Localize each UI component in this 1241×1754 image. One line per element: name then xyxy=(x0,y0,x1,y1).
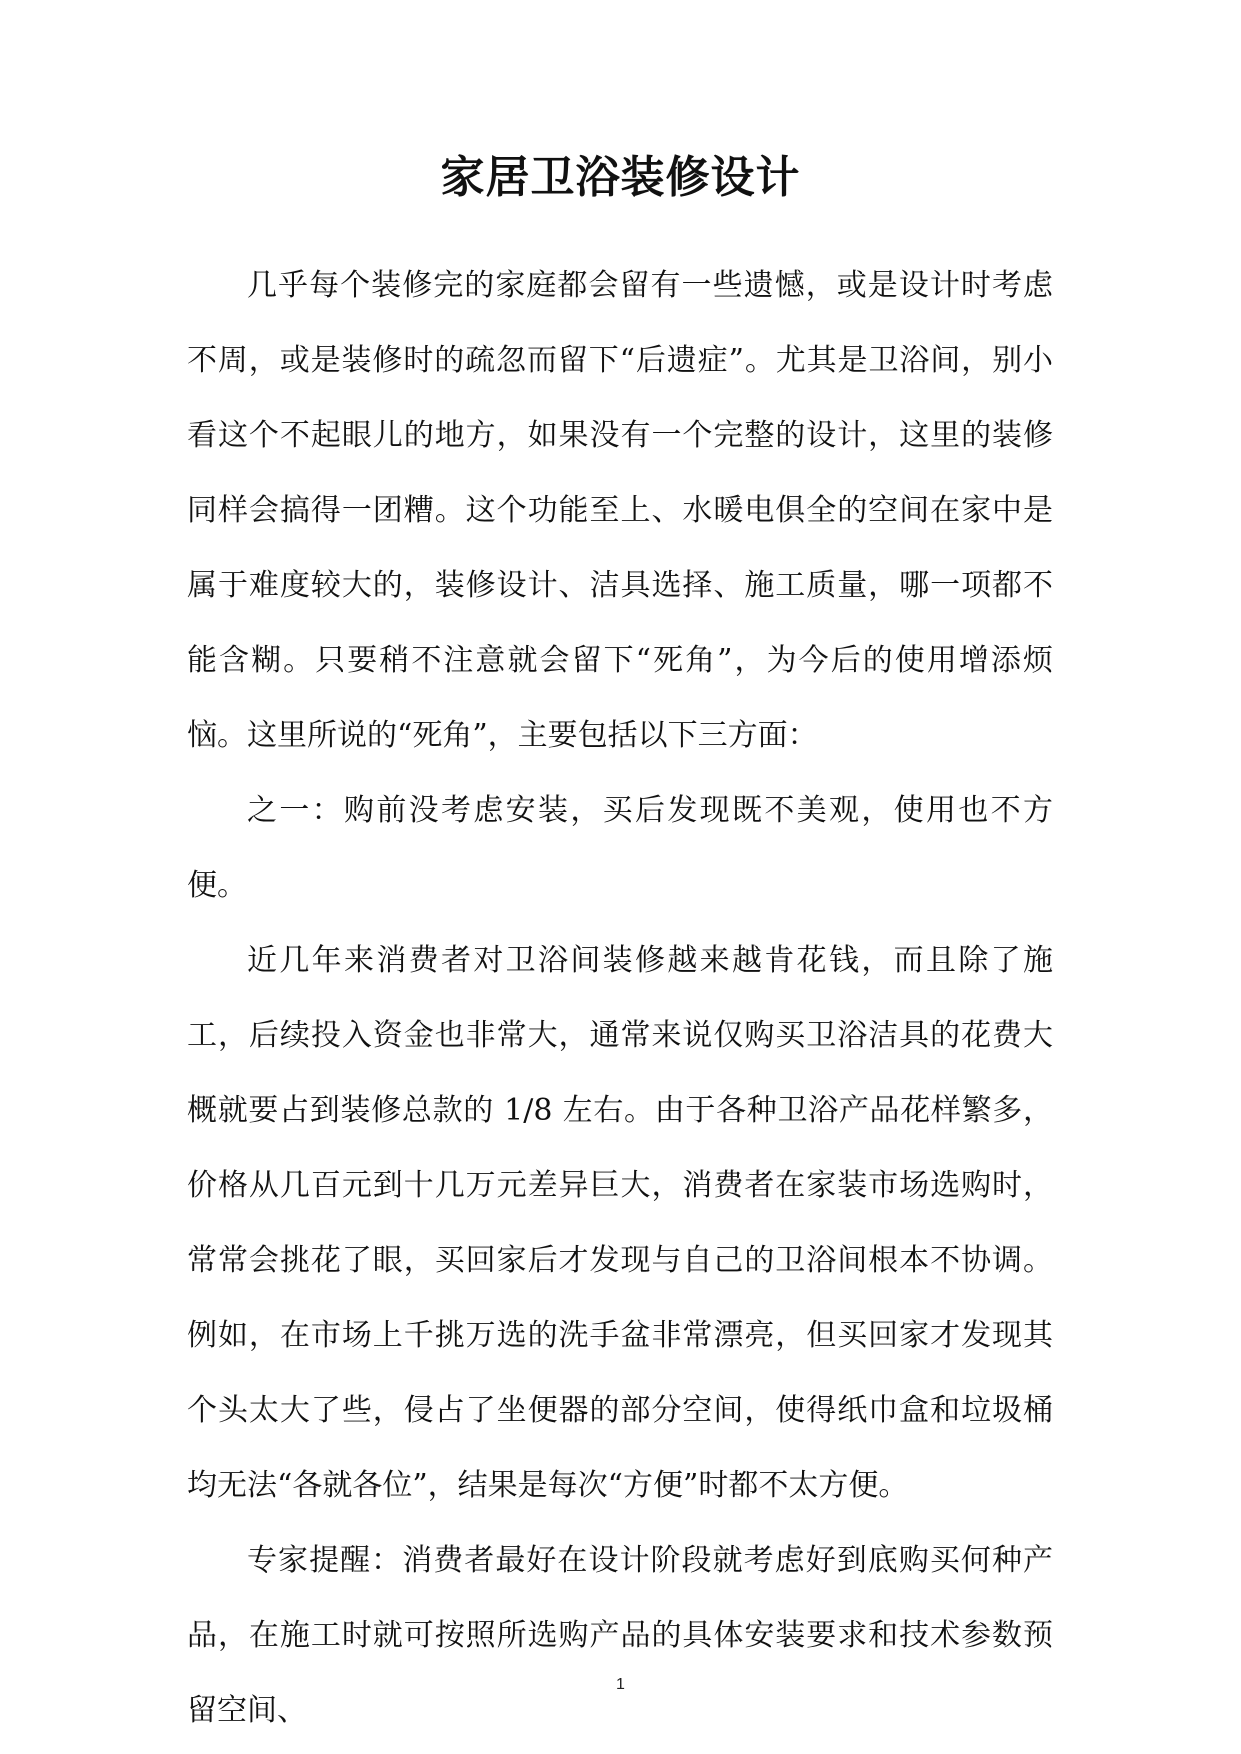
paragraph-expert-tip: 专家提醒：消费者最好在设计阶段就考虑好到底购买何种产品，在施工时就可按照所选购产品的具体安装要求和技术参数预留空间、 xyxy=(187,1543,1053,1728)
page-number: 1 xyxy=(616,1676,625,1693)
page-title: 家居卫浴装修设计 xyxy=(440,152,801,203)
article-body xyxy=(187,248,1053,1748)
paragraph-intro: 几乎每个装修完的家庭都会留有一些遗憾，或是设计时考虑不周，或是装修时的疏忽而留下“后遗症”。尤其是卫浴间，别小看这个不起眼儿的地方，如果没有一个完整的设计，这里的装修同样会搞得一团糟。这个功能至上、水暖电俱全的空间在家中是属于难度较大的，装修设计、洁具选择、施工质量，哪一项都不能含糊。只要稍不注意就会留下“死角”，为今后的使用增添烦恼。这里所说的“死角”，主要包括以下三方面： xyxy=(187,268,1053,753)
paragraph-details: 近几年来消费者对卫浴间装修越来越肯花钱，而且除了施工，后续投入资金也非常大，通常来说仅购买卫浴洁具的花费大概就要占到装修总款的 1/8 左右。由于各种卫浴产品花样繁多，价格从几百元到十几万元差异巨大，消费者在家装市场选购时，常常会挑花了眼，买回家后才发现与自己的卫浴间根本不协调。例如，在市场上千挑万选的洗手盆非常漂亮，但买回家才发现其个头太大了些，侵占了坐便器的部分空间，使得纸巾盒和垃圾桶均无法“各就各位”，结果是每次“方便”时都不太方便。 xyxy=(187,943,1053,1503)
paragraph-point-one: 之一：购前没考虑安装，买后发现既不美观，使用也不方便。 xyxy=(187,793,1053,903)
